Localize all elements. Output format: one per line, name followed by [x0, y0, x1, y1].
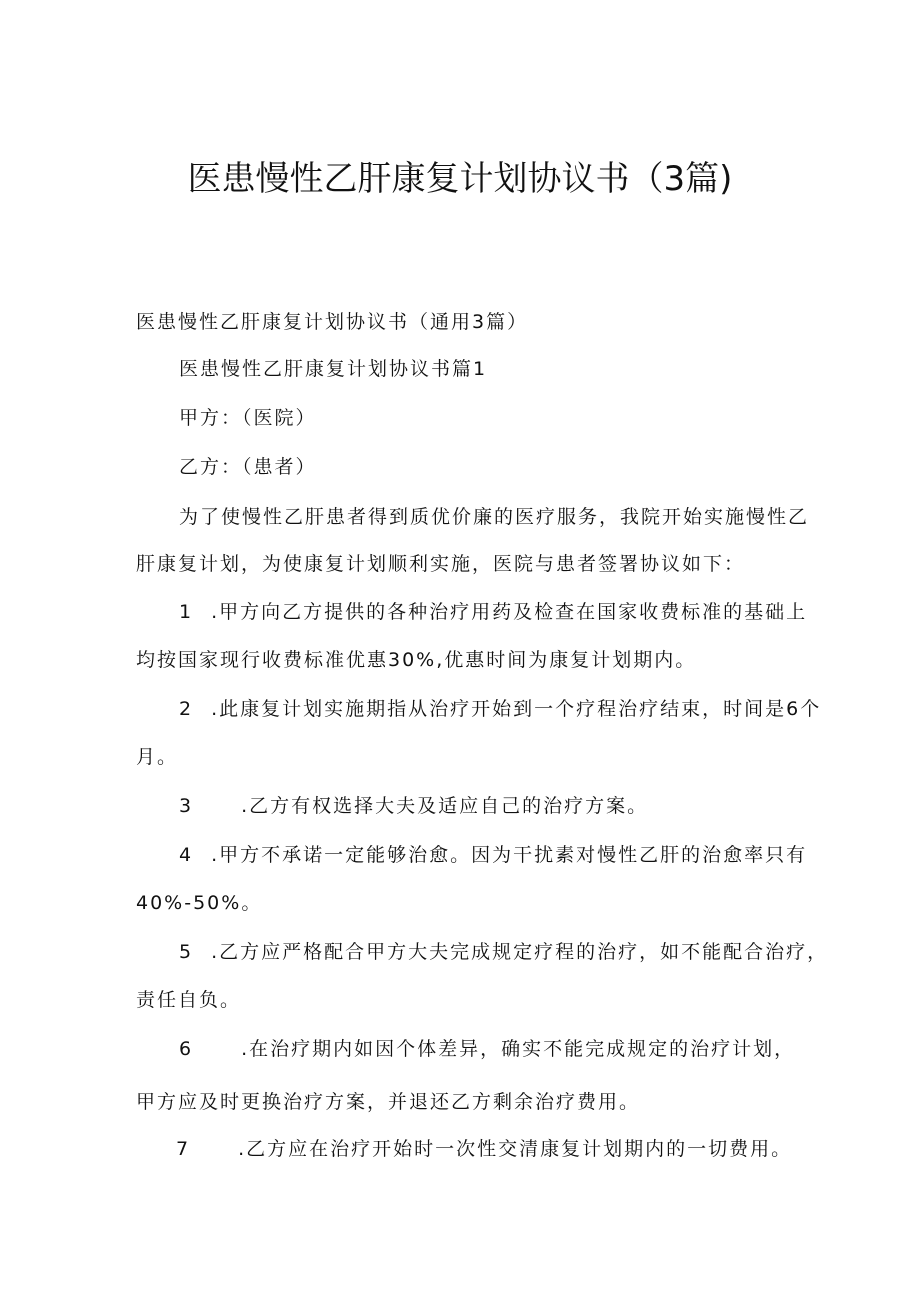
item-text: .甲方向乙方提供的各种治疗用药及检查在国家收费标准的基础上: [211, 601, 808, 623]
list-item: [179, 697, 821, 721]
list-item-continuation: 均按国家现行收费标准优惠30%,优惠时间为康复计划期内。: [136, 649, 697, 671]
item-number: 6: [179, 1038, 194, 1060]
list-item: [179, 600, 807, 624]
list-item-continuation: 40%-50%。: [136, 892, 263, 914]
item-text: .此康复计划实施期指从治疗开始到一个疗程治疗结束，时间是6个: [211, 698, 822, 720]
list-item: [179, 794, 648, 818]
item-text: .乙方应严格配合甲方大夫完成规定疗程的治疗，如不能配合治疗，: [211, 941, 829, 963]
item-text: .乙方有权选择大夫及适应自己的治疗方案。: [241, 795, 649, 817]
list-item: [179, 843, 807, 867]
document-title: 医患慢性乙肝康复计划协议书（3篇): [187, 159, 733, 199]
item-text: .乙方应在治疗开始时一次性交清康复计划期内的一切费用。: [238, 1138, 793, 1160]
item-text: .甲方不承诺一定能够治愈。因为干扰素对慢性乙肝的治愈率只有: [211, 844, 808, 866]
party-b: 乙方：（患者）: [179, 456, 317, 478]
item-number: 2: [179, 698, 194, 720]
list-item-continuation: 责任自负。: [136, 989, 242, 1011]
list-item: [179, 1037, 795, 1061]
intro-paragraph-line-2: 肝康复计划，为使康复计划顺利实施，医院与患者签署协议如下：: [136, 553, 746, 575]
item-number: 1: [179, 601, 194, 623]
intro-paragraph-line-1: 为了使慢性乙肝患者得到质优价廉的医疗服务，我院开始实施慢性乙: [179, 506, 810, 528]
list-item-continuation: 月。: [136, 746, 179, 768]
list-item: [179, 940, 828, 964]
document-subtitle: 医患慢性乙肝康复计划协议书（通用3篇）: [136, 311, 529, 333]
item-text: .在治疗期内如因个体差异，确实不能完成规定的治疗计划，: [241, 1038, 796, 1060]
chapter-heading: 医患慢性乙肝康复计划协议书篇1: [179, 358, 488, 380]
list-item-continuation: 甲方应及时更换治疗方案，并退还乙方剩余治疗费用。: [136, 1091, 641, 1113]
item-number: 7: [176, 1138, 191, 1160]
list-item: [176, 1137, 792, 1161]
item-number: 5: [179, 941, 194, 963]
party-a: 甲方：（医院）: [179, 407, 317, 429]
item-number: 4: [179, 844, 194, 866]
item-number: 3: [179, 795, 194, 817]
